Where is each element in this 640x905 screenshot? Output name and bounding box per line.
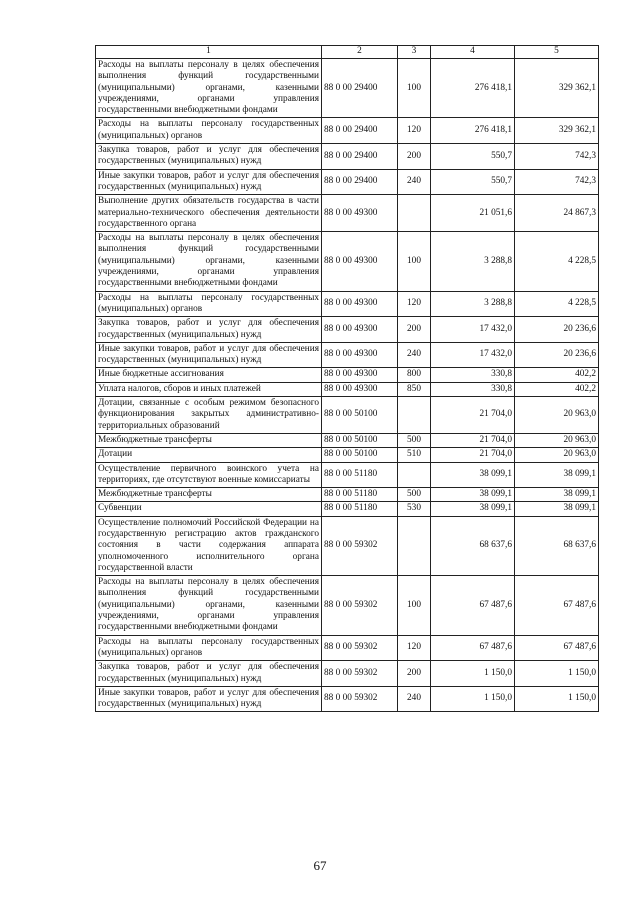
row-csr: 88 0 00 51180 bbox=[322, 488, 398, 502]
row-name: Расходы на выплаты персоналу в целях обеспечения выполнения функций государственными (муниципальными) органами, казенными учреждениями, органами управления государственными внебюджетными фондами bbox=[96, 59, 322, 118]
row-vr: 200 bbox=[398, 317, 431, 343]
row-csr: 88 0 00 59302 bbox=[322, 576, 398, 635]
row-vr bbox=[398, 462, 431, 488]
row-name: Иные закупки товаров, работ и услуг для обеспечения государственных (муниципальных) нужд bbox=[96, 169, 322, 195]
row-amount-y1: 38 099,1 bbox=[431, 488, 515, 502]
row-vr: 100 bbox=[398, 59, 431, 118]
row-vr: 500 bbox=[398, 433, 431, 447]
row-amount-y2: 20 963,0 bbox=[515, 433, 599, 447]
header-col-4: 4 bbox=[431, 46, 515, 59]
row-csr: 88 0 00 29400 bbox=[322, 118, 398, 144]
row-csr: 88 0 00 49300 bbox=[322, 291, 398, 317]
row-amount-y1: 21 051,6 bbox=[431, 195, 515, 232]
row-name: Уплата налогов, сборов и иных платежей bbox=[96, 382, 322, 396]
row-amount-y1: 550,7 bbox=[431, 169, 515, 195]
row-csr: 88 0 00 51180 bbox=[322, 502, 398, 516]
row-name: Дотации bbox=[96, 448, 322, 462]
row-amount-y1: 330,8 bbox=[431, 382, 515, 396]
row-csr: 88 0 00 59302 bbox=[322, 686, 398, 712]
table-row bbox=[96, 576, 599, 635]
row-name: Субвенции bbox=[96, 502, 322, 516]
row-name: Межбюджетные трансферты bbox=[96, 433, 322, 447]
table-row bbox=[96, 488, 599, 502]
row-vr: 240 bbox=[398, 686, 431, 712]
row-vr: 800 bbox=[398, 368, 431, 382]
row-vr: 100 bbox=[398, 576, 431, 635]
row-amount-y2: 402,2 bbox=[515, 382, 599, 396]
row-amount-y1: 550,7 bbox=[431, 144, 515, 170]
row-amount-y2: 67 487,6 bbox=[515, 635, 599, 661]
row-name: Закупка товаров, работ и услуг для обеспечения государственных (муниципальных) нужд bbox=[96, 144, 322, 170]
header-row bbox=[96, 46, 599, 59]
row-name: Расходы на выплаты персоналу в целях обеспечения выполнения функций государственными (муниципальными) органами, казенными учреждениями, органами управления государственными внебюджетными фондами bbox=[96, 232, 322, 291]
row-name: Расходы на выплаты персоналу в целях обеспечения выполнения функций государственными (муниципальными) органами, казенными учреждениями, органами управления государственными внебюджетными фондами bbox=[96, 576, 322, 635]
header-col-3: 3 bbox=[398, 46, 431, 59]
row-csr: 88 0 00 59302 bbox=[322, 661, 398, 687]
row-name: Закупка товаров, работ и услуг для обеспечения государственных (муниципальных) нужд bbox=[96, 661, 322, 687]
table-row bbox=[96, 144, 599, 170]
row-amount-y2: 4 228,5 bbox=[515, 291, 599, 317]
row-amount-y2: 402,2 bbox=[515, 368, 599, 382]
row-amount-y1: 21 704,0 bbox=[431, 433, 515, 447]
row-name: Расходы на выплаты персоналу государственных (муниципальных) органов bbox=[96, 291, 322, 317]
table-row bbox=[96, 382, 599, 396]
row-amount-y1: 21 704,0 bbox=[431, 397, 515, 434]
row-amount-y2: 20 963,0 bbox=[515, 397, 599, 434]
row-name: Межбюджетные трансферты bbox=[96, 488, 322, 502]
table-row bbox=[96, 686, 599, 712]
row-amount-y1: 330,8 bbox=[431, 368, 515, 382]
row-amount-y1: 1 150,0 bbox=[431, 686, 515, 712]
row-csr: 88 0 00 49300 bbox=[322, 232, 398, 291]
row-amount-y1: 17 432,0 bbox=[431, 317, 515, 343]
header-col-2: 2 bbox=[322, 46, 398, 59]
row-amount-y1: 38 099,1 bbox=[431, 502, 515, 516]
table-body bbox=[96, 59, 599, 712]
row-vr: 120 bbox=[398, 118, 431, 144]
row-csr: 88 0 00 29400 bbox=[322, 59, 398, 118]
table-row bbox=[96, 317, 599, 343]
table-row bbox=[96, 502, 599, 516]
row-name: Осуществление полномочий Российской Федерации на государственную регистрацию актов гражданского состояния в части содержания аппарата уполномоченного исполнительного органа государственной власти bbox=[96, 516, 322, 575]
row-amount-y2: 4 228,5 bbox=[515, 232, 599, 291]
table-row bbox=[96, 232, 599, 291]
row-amount-y1: 67 487,6 bbox=[431, 635, 515, 661]
row-csr: 88 0 00 29400 bbox=[322, 144, 398, 170]
row-csr: 88 0 00 49300 bbox=[322, 368, 398, 382]
row-amount-y2: 742,3 bbox=[515, 144, 599, 170]
row-amount-y1: 38 099,1 bbox=[431, 462, 515, 488]
row-vr: 120 bbox=[398, 635, 431, 661]
row-amount-y2: 38 099,1 bbox=[515, 462, 599, 488]
row-csr: 88 0 00 59302 bbox=[322, 516, 398, 575]
row-amount-y2: 20 236,6 bbox=[515, 342, 599, 368]
row-vr: 240 bbox=[398, 342, 431, 368]
row-amount-y2: 38 099,1 bbox=[515, 488, 599, 502]
row-csr: 88 0 00 50100 bbox=[322, 433, 398, 447]
row-name: Иные бюджетные ассигнования bbox=[96, 368, 322, 382]
row-amount-y2: 67 487,6 bbox=[515, 576, 599, 635]
row-csr: 88 0 00 51180 bbox=[322, 462, 398, 488]
row-vr: 500 bbox=[398, 488, 431, 502]
row-vr: 200 bbox=[398, 661, 431, 687]
row-amount-y1: 3 288,8 bbox=[431, 291, 515, 317]
row-vr: 850 bbox=[398, 382, 431, 396]
row-vr: 200 bbox=[398, 144, 431, 170]
row-amount-y1: 68 637,6 bbox=[431, 516, 515, 575]
header-col-5: 5 bbox=[515, 46, 599, 59]
row-name: Расходы на выплаты персоналу государственных (муниципальных) органов bbox=[96, 635, 322, 661]
row-amount-y2: 1 150,0 bbox=[515, 686, 599, 712]
row-amount-y1: 17 432,0 bbox=[431, 342, 515, 368]
row-amount-y2: 38 099,1 bbox=[515, 502, 599, 516]
table-row bbox=[96, 59, 599, 118]
table-row bbox=[96, 368, 599, 382]
table-row bbox=[96, 433, 599, 447]
row-vr: 240 bbox=[398, 169, 431, 195]
header-col-1: 1 bbox=[96, 46, 322, 59]
table-row bbox=[96, 635, 599, 661]
row-csr: 88 0 00 29400 bbox=[322, 169, 398, 195]
row-csr: 88 0 00 50100 bbox=[322, 448, 398, 462]
row-amount-y1: 21 704,0 bbox=[431, 448, 515, 462]
table-row bbox=[96, 661, 599, 687]
row-name: Иные закупки товаров, работ и услуг для обеспечения государственных (муниципальных) нужд bbox=[96, 686, 322, 712]
row-amount-y1: 3 288,8 bbox=[431, 232, 515, 291]
table-header bbox=[96, 46, 599, 59]
row-csr: 88 0 00 59302 bbox=[322, 635, 398, 661]
row-amount-y1: 276 418,1 bbox=[431, 118, 515, 144]
row-vr bbox=[398, 516, 431, 575]
row-amount-y2: 20 236,6 bbox=[515, 317, 599, 343]
row-amount-y2: 68 637,6 bbox=[515, 516, 599, 575]
table-row bbox=[96, 291, 599, 317]
table-row bbox=[96, 516, 599, 575]
row-name: Расходы на выплаты персоналу государственных (муниципальных) органов bbox=[96, 118, 322, 144]
table-row bbox=[96, 195, 599, 232]
row-name: Закупка товаров, работ и услуг для обеспечения государственных (муниципальных) нужд bbox=[96, 317, 322, 343]
row-csr: 88 0 00 49300 bbox=[322, 382, 398, 396]
row-amount-y2: 329 362,1 bbox=[515, 59, 599, 118]
row-vr bbox=[398, 397, 431, 434]
page-number: 67 bbox=[313, 858, 327, 873]
row-csr: 88 0 00 49300 bbox=[322, 317, 398, 343]
row-csr: 88 0 00 50100 bbox=[322, 397, 398, 434]
row-amount-y2: 329 362,1 bbox=[515, 118, 599, 144]
table-row bbox=[96, 169, 599, 195]
row-amount-y2: 20 963,0 bbox=[515, 448, 599, 462]
row-vr: 530 bbox=[398, 502, 431, 516]
table-row bbox=[96, 448, 599, 462]
row-amount-y2: 1 150,0 bbox=[515, 661, 599, 687]
row-name: Дотации, связанные с особым режимом безопасного функционирования закрытых административно-территориальных образований bbox=[96, 397, 322, 434]
row-vr bbox=[398, 195, 431, 232]
row-csr: 88 0 00 49300 bbox=[322, 195, 398, 232]
row-vr: 510 bbox=[398, 448, 431, 462]
table-row bbox=[96, 397, 599, 434]
row-amount-y1: 67 487,6 bbox=[431, 576, 515, 635]
table-row bbox=[96, 118, 599, 144]
row-amount-y1: 1 150,0 bbox=[431, 661, 515, 687]
row-amount-y2: 742,3 bbox=[515, 169, 599, 195]
row-vr: 120 bbox=[398, 291, 431, 317]
budget-table bbox=[95, 45, 599, 712]
row-amount-y1: 276 418,1 bbox=[431, 59, 515, 118]
table-row bbox=[96, 342, 599, 368]
row-vr: 100 bbox=[398, 232, 431, 291]
row-amount-y2: 24 867,3 bbox=[515, 195, 599, 232]
row-name: Осуществление первичного воинского учета на территориях, где отсутствуют военные комиссариаты bbox=[96, 462, 322, 488]
row-csr: 88 0 00 49300 bbox=[322, 342, 398, 368]
row-name: Выполнение других обязательств государства в части материально-технического обеспечения деятельности государственного органа bbox=[96, 195, 322, 232]
table-row bbox=[96, 462, 599, 488]
row-name: Иные закупки товаров, работ и услуг для обеспечения государственных (муниципальных) нужд bbox=[96, 342, 322, 368]
